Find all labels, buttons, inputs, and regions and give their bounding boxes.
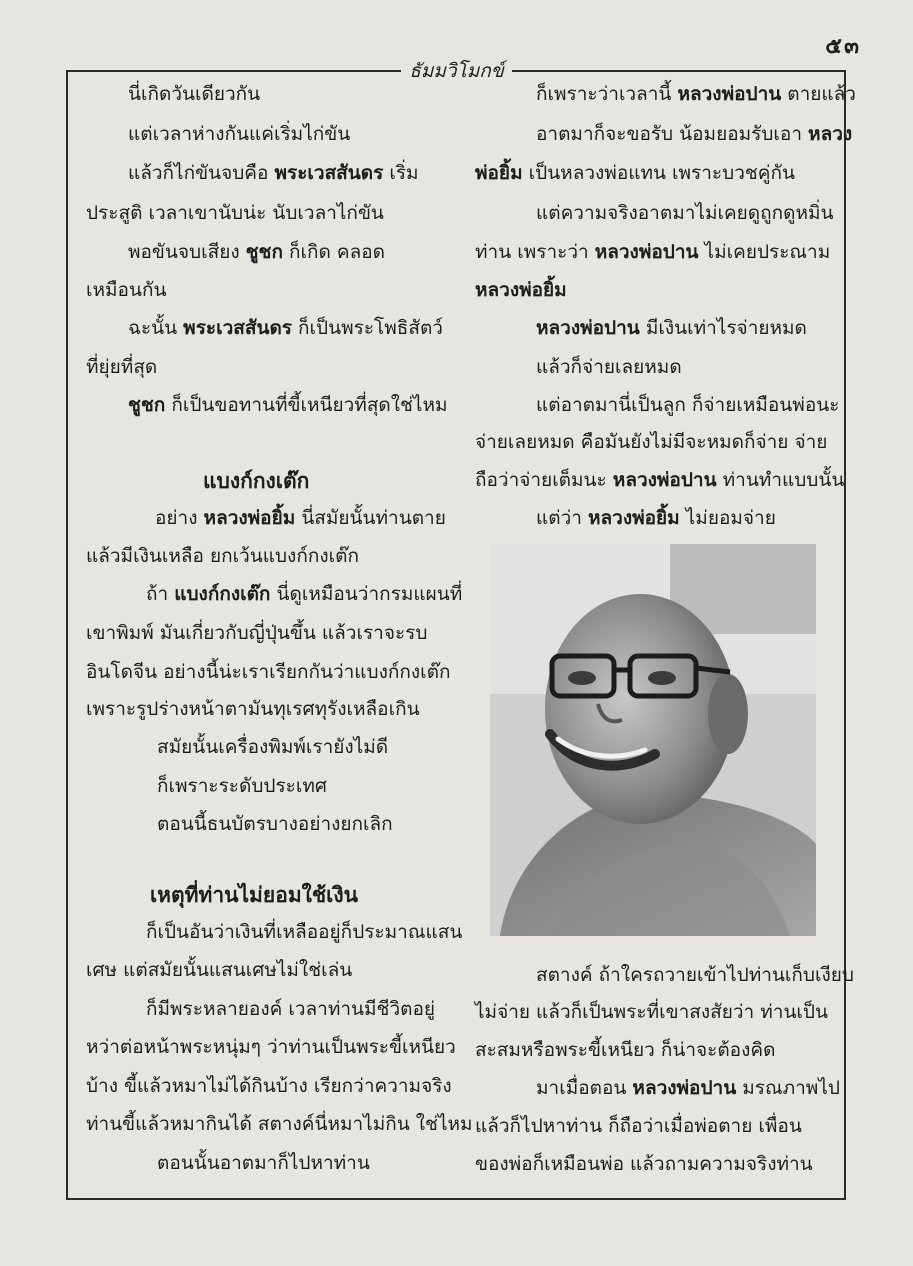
right-line-8-text: แล้วก็จ่ายเลยหมด: [536, 356, 682, 378]
left-line-8: [86, 355, 157, 379]
left-line-3-text: แล้วก็ไก่ขันจบคือ: [128, 162, 269, 184]
right-line-3-after: เป็นหลวงพ่อแทน เพราะบวชคู่กัน: [528, 162, 795, 184]
right-line-10-text: จ่ายเลยหมด คือมันยังไม่มีจะหมดก็จ่าย จ่าย: [475, 431, 828, 453]
right-line-11-text: ถือว่าจ่ายเต็มนะ: [475, 469, 607, 491]
left-line-6-text: เหมือนกัน: [86, 279, 167, 301]
right-line-5: [475, 240, 830, 264]
right2-line-1-text: สตางค์ ถ้าใครถวายเข้าไปท่านเก็บเงียบ: [536, 964, 854, 986]
left-line-2: [128, 122, 350, 146]
left-line-9-bold: ชูชก: [128, 394, 166, 416]
right-line-10: [475, 430, 827, 454]
right2-line-6: [475, 1152, 813, 1176]
left-line-2-text: แต่เวลาห่างกันแค่เริ่มไก่ขัน: [128, 123, 351, 145]
left-line-1-text: นี่เกิดวันเดียวกัน: [128, 83, 261, 105]
left-line-5-text: พอขันจบเสียง: [128, 241, 240, 263]
left2-line-1-bold: หลวงพ่อยิ้ม: [203, 507, 296, 529]
left2-line-8-text: ก็เพราะระดับประเทศ: [157, 775, 327, 797]
left3-line-7: [157, 1151, 370, 1175]
left2-line-7: [157, 735, 388, 759]
right-line-2: [536, 122, 852, 146]
right-line-12-bold: หลวงพ่อยิ้ม: [587, 507, 680, 529]
left3-line-7-text: ตอนนั้นอาตมาก็ไปหาท่าน: [157, 1152, 370, 1174]
left3-line-1: [146, 920, 462, 944]
right-line-1-after: ตายแล้ว: [787, 83, 856, 105]
right2-line-4-bold: หลวงพ่อปาน: [632, 1077, 737, 1099]
left2-line-3-text: ถ้า: [146, 583, 169, 605]
right-line-4: [536, 201, 834, 225]
left-line-6: [86, 278, 166, 302]
heading-bank-kongtek: แบงก์กงเต๊ก: [203, 469, 310, 493]
left-line-5-after: ก็เกิด คลอด: [289, 241, 385, 263]
right-line-3-bold: พ่อยิ้ม: [475, 162, 523, 184]
right-line-9-text: แต่อาตมานี่เป็นลูก ก็จ่ายเหมือนพ่อนะ: [536, 394, 840, 416]
left3-line-5-text: บ้าง ขี้แล้วหมาไม่ได้กินบ้าง เรียกว่าความจริง: [86, 1075, 452, 1097]
right2-line-5: [475, 1114, 802, 1138]
right-line-5-text: ท่าน เพราะว่า: [475, 241, 589, 263]
left-line-5: [128, 240, 385, 264]
left2-line-6-text: เพราะรูปร่างหน้าตามันทุเรศทุรังเหลือเกิน: [86, 698, 420, 720]
right2-line-2: [475, 1000, 828, 1024]
monk-portrait-illustration: [490, 544, 816, 936]
right2-line-4-text: มาเมื่อตอน: [536, 1077, 627, 1099]
left2-line-3-after: นี่ดูเหมือนว่ากรมแผนที่: [276, 583, 463, 605]
right-line-11: [475, 468, 844, 492]
left2-line-5-text: อินโดจีน อย่างนี้น่ะเราเรียกกันว่าแบงก์กงเต๊ก: [86, 661, 451, 683]
right-line-7-bold: หลวงพ่อปาน: [536, 317, 640, 339]
left2-line-2-text: แล้วมีเงินเหลือ ยกเว้นแบงก์กงเต๊ก: [86, 545, 359, 567]
right-line-1: [536, 82, 856, 106]
right2-line-4: [536, 1076, 840, 1100]
left3-line-6: [86, 1112, 473, 1136]
right-line-4-text: แต่ความจริงอาตมาไม่เคยดูถูกดูหมิ่น: [536, 202, 834, 224]
left2-line-4: [86, 621, 427, 645]
right-line-11-bold: หลวงพ่อปาน: [612, 469, 717, 491]
left-line-7-after: ก็เป็นพระโพธิสัตว์: [298, 317, 443, 339]
left3-line-2-text: เศษ แต่สมัยนั้นแสนเศษไม่ใช่เล่น: [86, 959, 353, 981]
right-line-2-text: อาตมาก็จะขอรับ น้อมยอมรับเอา: [536, 123, 802, 145]
left2-line-1: [155, 506, 446, 530]
right-line-6: [475, 278, 567, 302]
right-line-8: [536, 355, 682, 379]
right2-line-2-text: ไม่จ่าย แล้วก็เป็นพระที่เขาสงสัยว่า ท่านเป็น: [475, 1001, 828, 1023]
right-line-6-bold: หลวงพ่อยิ้ม: [475, 279, 567, 301]
right-line-7: [536, 316, 807, 340]
page-number: ๕๓: [825, 34, 861, 59]
right-line-1-bold: หลวงพ่อปาน: [677, 83, 782, 105]
left-line-3-after: เริ่ม: [389, 162, 419, 184]
left-line-9-after: ก็เป็นขอทานที่ขี้เหนียวที่สุดใช่ไหม: [171, 394, 448, 416]
left-line-7: [128, 316, 443, 340]
left3-line-3-text: ก็มีพระหลายองค์ เวลาท่านมีชีวิตอยู่: [146, 998, 435, 1020]
left-line-7-text: ฉะนั้น: [128, 317, 178, 339]
left2-line-7-text: สมัยนั้นเครื่องพิมพ์เรายังไม่ดี: [157, 736, 389, 758]
left-line-4-text: ประสูติ เวลาเขานับน่ะ นับเวลาไก่ขัน: [86, 202, 384, 224]
left-line-4: [86, 201, 384, 225]
right2-line-5-text: แล้วก็ไปหาท่าน ก็ถือว่าเมื่อพ่อตาย เพื่อน: [475, 1115, 802, 1137]
left-line-8-text: ที่ยุ่ยที่สุด: [86, 356, 158, 378]
right-line-7-after: มีเงินเท่าไรจ่ายหมด: [645, 317, 807, 339]
left3-line-3: [146, 997, 435, 1021]
right-line-3: [475, 161, 795, 185]
left-line-5-bold: ชูชก: [245, 241, 283, 263]
left-line-3: [128, 161, 419, 185]
right-line-5-bold: หลวงพ่อปาน: [594, 241, 699, 263]
left2-line-6: [86, 697, 420, 721]
left-line-1: [128, 82, 260, 106]
left2-line-8: [157, 774, 327, 798]
left2-line-9: [157, 812, 393, 836]
right-line-5-after: ไม่เคยประณาม: [704, 241, 831, 263]
left2-line-1-text: อย่าง: [155, 507, 198, 529]
right-line-9: [536, 393, 839, 417]
left2-line-1-after: นี่สมัยนั้นท่านตาย: [301, 507, 446, 529]
right2-line-6-text: ของพ่อก็เหมือนพ่อ แล้วถามความจริงท่าน: [475, 1153, 813, 1175]
left2-line-3-bold: แบงก์กงเต๊ก: [174, 583, 271, 605]
right2-line-3: [475, 1038, 775, 1062]
right2-line-1: [536, 963, 854, 987]
right2-line-4-after: มรณภาพไป: [742, 1077, 840, 1099]
left2-line-2: [86, 544, 359, 568]
right-line-12: [536, 506, 776, 530]
left-line-9: [128, 393, 448, 417]
left2-line-3: [146, 582, 462, 606]
right-line-12-text: แต่ว่า: [536, 507, 582, 529]
left3-line-2: [86, 958, 352, 982]
left2-line-4-text: เขาพิมพ์ มันเกี่ยวกับญี่ปุ่นขึ้น แล้วเราจะรบ: [86, 622, 428, 644]
running-head-title: ธัมมวิโมกข์: [401, 56, 512, 86]
right-line-1-text: ก็เพราะว่าเวลานี้: [536, 83, 672, 105]
left3-line-6-text: ท่านขี้แล้วหมากินได้ สตางค์นี่หมาไม่กิน ใช่ไหม: [86, 1113, 473, 1135]
left3-line-1-text: ก็เป็นอันว่าเงินที่เหลืออยู่ก็ประมาณแสน: [146, 921, 463, 943]
right-line-2-bold: หลวง: [808, 123, 853, 145]
left-line-7-bold: พระเวสสันดร: [183, 317, 292, 339]
right-line-11-after: ท่านทำแบบนั้น: [722, 469, 845, 491]
left3-line-4: [86, 1035, 456, 1059]
left3-line-4-text: หว่าต่อหน้าพระหนุ่มๆ ว่าท่านเป็นพระขี้เหนียว: [86, 1036, 456, 1058]
left2-line-9-text: ตอนนี้ธนบัตรบางอย่างยกเลิก: [157, 813, 393, 835]
left3-line-5: [86, 1074, 452, 1098]
left-line-3-bold: พระเวสสันดร: [274, 162, 384, 184]
left2-line-5: [86, 660, 451, 684]
right2-line-3-text: สะสมหรือพระขี้เหนียว ก็น่าจะต้องคิด: [475, 1039, 776, 1061]
right-line-12-after: ไม่ยอมจ่าย: [685, 507, 776, 529]
monk-portrait-photo: [490, 544, 816, 936]
heading-not-using-money: เหตุที่ท่านไม่ยอมใช้เงิน: [150, 883, 358, 907]
